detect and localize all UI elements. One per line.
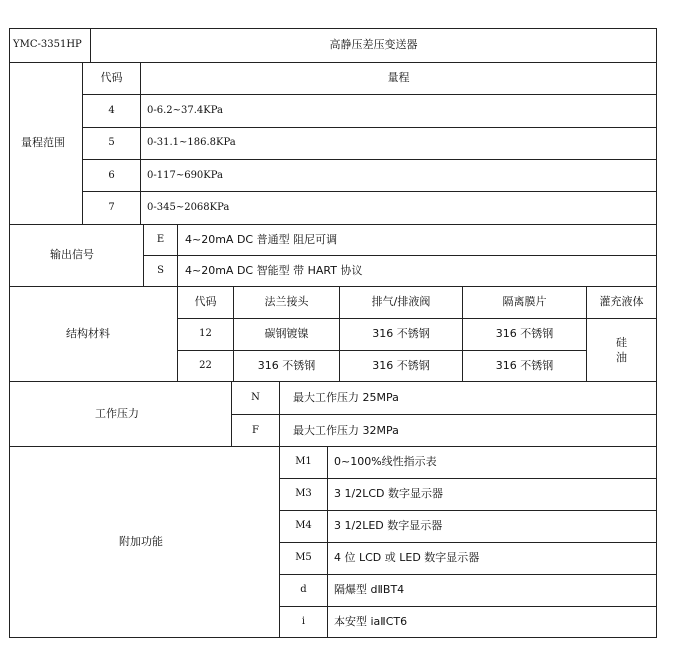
- output-value: 4~20mA DC 普通型 阻尼可调: [185, 233, 338, 246]
- option-value: 隔爆型 dⅡBT4: [334, 583, 405, 596]
- border-top: [9, 28, 657, 29]
- material-header: 隔离膜片: [502, 295, 547, 308]
- output-code: S: [157, 265, 164, 276]
- range-code: 4: [108, 105, 115, 116]
- rule: [9, 286, 657, 287]
- material-code: 12: [199, 328, 212, 339]
- material-diaphragm: 316 不锈钢: [495, 359, 554, 372]
- material-flange: 316 不锈钢: [257, 359, 316, 372]
- option-value: 本安型 iaⅡCT6: [334, 615, 408, 628]
- border-left: [9, 28, 10, 638]
- material-valve: 316 不锈钢: [372, 359, 430, 372]
- rule: [9, 224, 657, 225]
- material-diaphragm: 316 不锈钢: [495, 327, 554, 340]
- rule: [279, 510, 657, 511]
- pressure-code: N: [251, 392, 260, 403]
- spec-table: [9, 28, 657, 638]
- rule: [82, 191, 657, 192]
- range-value: 0-31.1~186.8KPa: [147, 137, 236, 148]
- material-label: 结构材料: [66, 327, 110, 340]
- output-label: 输出信号: [50, 248, 94, 261]
- output-code: E: [156, 234, 165, 245]
- option-code: M3: [295, 488, 312, 499]
- fill-liquid: 硅 油: [616, 336, 627, 364]
- option-code: i: [301, 616, 306, 627]
- product-title: 高静压差压变送器: [329, 38, 418, 51]
- rule: [279, 381, 280, 447]
- option-value: 0~100%线性指示表: [334, 455, 437, 468]
- rule: [177, 224, 178, 287]
- output-value: 4~20mA DC 智能型 带 HART 协议: [185, 264, 363, 277]
- material-header: 排气/排液阀: [371, 295, 431, 308]
- rule: [82, 127, 657, 128]
- rule: [279, 542, 657, 543]
- range-header-code: 代码: [100, 71, 123, 84]
- model-number: YMC-3351HP: [13, 39, 82, 50]
- rule: [143, 255, 657, 256]
- range-code: 5: [108, 137, 115, 148]
- material-header: 法兰接头: [264, 295, 309, 308]
- material-header: 代码: [194, 295, 217, 308]
- range-value: 0-117~690KPa: [147, 170, 224, 181]
- option-value: 4 位 LCD 或 LED 数字显示器: [334, 551, 480, 564]
- border-bottom: [9, 637, 657, 638]
- option-code: M5: [295, 552, 312, 563]
- material-code: 22: [199, 360, 212, 371]
- material-valve: 316 不锈钢: [372, 327, 430, 340]
- rule: [327, 446, 328, 638]
- option-value: 3 1/2LED 数字显示器: [334, 519, 443, 532]
- range-label: 量程范围: [21, 136, 65, 149]
- rule: [82, 94, 657, 95]
- option-value: 3 1/2LCD 数字显示器: [334, 487, 443, 500]
- rule: [140, 62, 141, 225]
- rule: [279, 478, 657, 479]
- range-code: 6: [108, 170, 115, 181]
- range-value: 0-345~2068KPa: [147, 202, 230, 213]
- rule: [9, 62, 657, 63]
- rule: [82, 159, 657, 160]
- pressure-label: 工作压力: [95, 407, 139, 420]
- option-code: M4: [295, 520, 312, 531]
- rule: [231, 414, 657, 415]
- pressure-code: F: [252, 425, 259, 436]
- option-code: d: [300, 584, 307, 595]
- rule: [177, 350, 586, 351]
- options-label: 附加功能: [119, 535, 163, 548]
- option-code: M1: [295, 456, 312, 467]
- pressure-value: 最大工作压力 25MPa: [293, 391, 399, 404]
- range-value: 0-6.2~37.4KPa: [147, 105, 224, 116]
- rule: [279, 574, 657, 575]
- border-right: [656, 28, 657, 638]
- rule: [279, 446, 280, 638]
- rule: [9, 446, 657, 447]
- pressure-value: 最大工作压力 32MPa: [293, 424, 399, 437]
- rule: [279, 606, 657, 607]
- rule: [177, 318, 657, 319]
- material-header: 灌充液体: [599, 295, 644, 308]
- material-flange: 碳钢镀镍: [264, 327, 309, 340]
- range-header-range: 量程: [387, 71, 410, 84]
- rule: [9, 381, 657, 382]
- range-code: 7: [108, 202, 115, 213]
